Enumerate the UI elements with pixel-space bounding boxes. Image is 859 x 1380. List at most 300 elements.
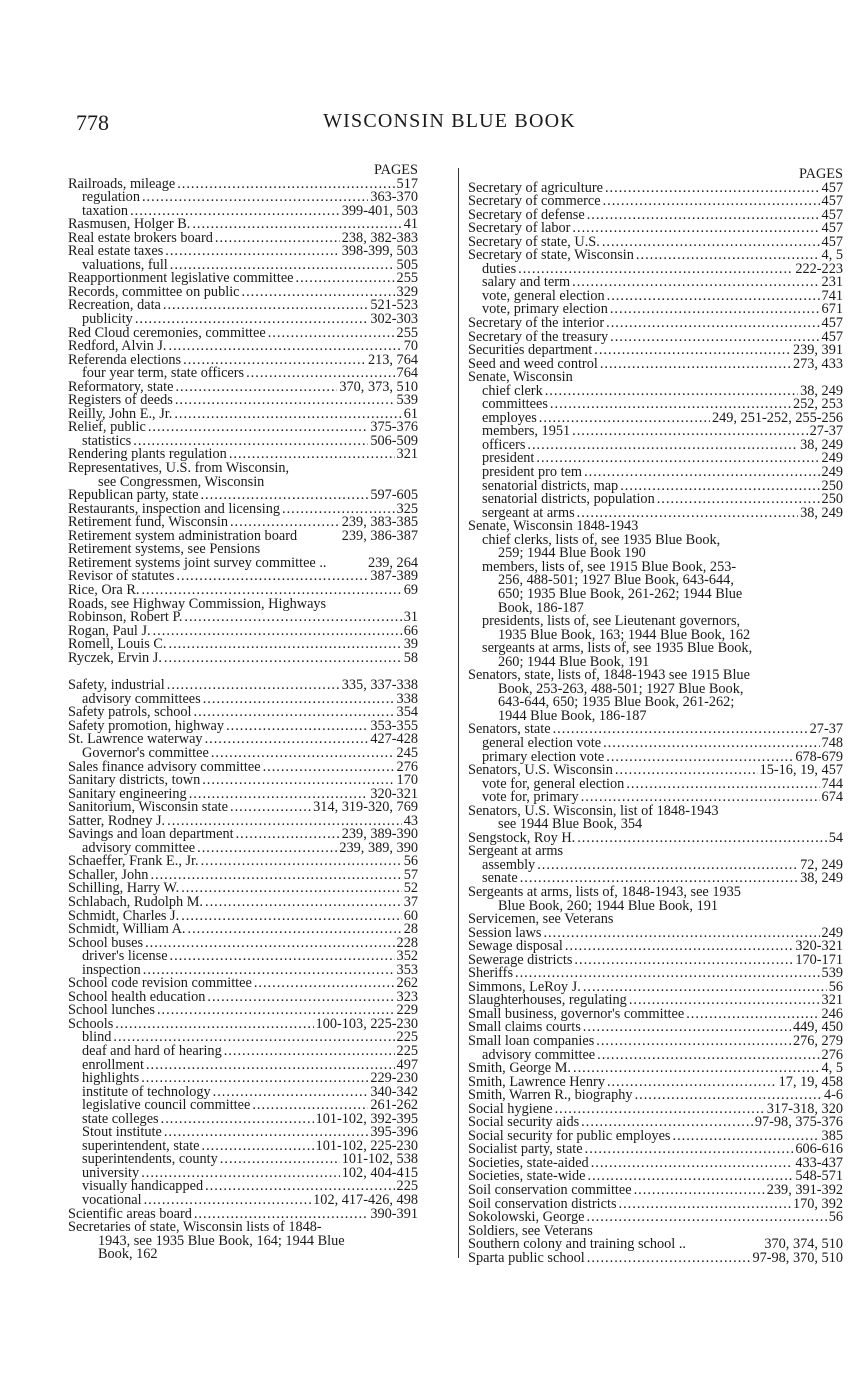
entry-term: 1943, see 1935 Blue Book, 164; 1944 Blue xyxy=(98,1232,345,1249)
dot-leader xyxy=(174,408,401,422)
entry-pages: 276 xyxy=(821,1046,843,1063)
entry-term: Sewage disposal xyxy=(468,938,563,955)
entry-pages: 321 xyxy=(821,992,843,1009)
entry-term: superintendents, county xyxy=(82,1151,218,1168)
entry-term: Red Cloud ceremonies, committee xyxy=(68,324,266,341)
entry-pages: 320-321 xyxy=(370,785,418,802)
entry-term: chief clerk xyxy=(482,382,543,399)
entry-term: university xyxy=(82,1164,140,1181)
entry-pages: 276, 279 xyxy=(792,1033,843,1049)
entry-pages: 38, 249 xyxy=(800,382,843,399)
entry-pages: 41 xyxy=(403,216,418,233)
entry-term: Servicemen, see Veterans xyxy=(468,911,614,928)
dot-leader xyxy=(202,1140,314,1154)
entry-term: School lunches xyxy=(68,1002,155,1019)
entry-term: Secretary of labor xyxy=(468,220,571,237)
entry-pages: 335, 337-338 xyxy=(341,677,418,694)
dot-leader xyxy=(220,1153,340,1167)
page-title: WISCONSIN BLUE BOOK xyxy=(323,110,576,132)
dot-leader xyxy=(188,923,402,937)
entry-pages: 38, 249 xyxy=(800,870,843,887)
dot-leader xyxy=(606,317,819,331)
entry-term: advisory committee xyxy=(82,839,196,856)
entry-term: sergeant at arms xyxy=(482,504,575,521)
entry-term: Representatives, U.S. from Wisconsin, xyxy=(68,460,290,477)
entry-term: Schools xyxy=(68,1015,114,1032)
entry-term: presidents, lists of, see Lieutenant governors, xyxy=(482,613,741,630)
entry-term: advisory committees xyxy=(82,690,201,707)
entry-term: committees xyxy=(482,396,548,413)
entry-term: Sokolowski, George xyxy=(468,1209,585,1226)
entry-term: Revisor of statutes xyxy=(68,568,175,585)
entry-term: Sparta public school xyxy=(468,1249,585,1266)
pages-heading: PAGES xyxy=(374,162,418,178)
entry-term: driver's license xyxy=(82,948,168,965)
entry-pages: 321 xyxy=(396,446,418,463)
entry-pages: 370, 374, 510 xyxy=(764,1236,843,1253)
entry-term: Savings and loan department xyxy=(68,826,234,843)
entry-pages: 101-102, 538 xyxy=(341,1151,418,1168)
dot-leader xyxy=(572,276,819,290)
entry-pages: 101-102, 225-230 xyxy=(315,1137,418,1154)
entry-term: general election vote xyxy=(482,734,602,751)
entry-pages: 497 xyxy=(396,1056,418,1073)
dot-leader xyxy=(207,991,394,1005)
dot-leader xyxy=(169,340,402,354)
dot-leader xyxy=(203,693,395,707)
entry-pages: 229-230 xyxy=(370,1070,418,1087)
entry-pages: 66 xyxy=(403,622,418,639)
entry-pages: 249 xyxy=(821,464,843,481)
dot-leader xyxy=(230,801,311,815)
entry-term: Schaller, John xyxy=(68,866,149,883)
entry-pages: 741 xyxy=(821,287,843,304)
entry-pages: 539 xyxy=(821,965,843,982)
entry-pages: 449, 450 xyxy=(792,1019,843,1036)
entry-term: Robinson, Robert P. xyxy=(68,609,183,626)
entry-pages: 28 xyxy=(403,921,418,938)
entry-pages: 399-401, 503 xyxy=(341,202,418,219)
dot-leader xyxy=(236,828,340,842)
dot-leader xyxy=(572,222,819,236)
entry-term: 1935 Blue Book, 163; 1944 Blue Book, 162 xyxy=(498,626,751,643)
entry-term: Secretaries of state, Wisconsin lists of 1848- xyxy=(68,1219,322,1236)
entry-pages: 457 xyxy=(821,315,843,332)
page-number: 778 xyxy=(76,110,109,135)
entry-term: Senators, state xyxy=(468,721,551,738)
entry-pages: 273, 433 xyxy=(792,355,843,372)
entry-pages: 539 xyxy=(396,392,418,409)
dot-leader xyxy=(161,1113,314,1127)
entry-pages: 457 xyxy=(821,328,843,345)
entry-list xyxy=(68,175,418,1263)
entry-pages: 239, 389, 390 xyxy=(339,839,418,856)
entry-term: Retirement system administration board xyxy=(68,527,298,544)
dot-leader xyxy=(215,232,340,246)
entry-pages: 748 xyxy=(821,734,843,751)
index-entry xyxy=(68,1015,418,1032)
entry-pages: 239, 383-385 xyxy=(341,514,418,531)
index-entry xyxy=(68,649,418,666)
dot-leader xyxy=(197,842,337,856)
dot-leader xyxy=(201,855,402,869)
entry-pages: 375-376 xyxy=(370,419,418,436)
dot-leader xyxy=(587,1211,827,1225)
entry-term: Records, committee on public xyxy=(68,283,240,300)
entry-pages: 15-16, 19, 457 xyxy=(759,762,843,779)
entry-pages: 70 xyxy=(403,338,418,355)
dot-leader xyxy=(565,940,793,954)
dot-leader xyxy=(543,927,819,941)
dot-leader xyxy=(165,245,339,259)
entry-term: vote for, general election xyxy=(482,775,625,792)
entry-term: Reilly, John E., Jr. xyxy=(68,405,173,422)
entry-term: Soil conservation committee xyxy=(468,1182,632,1199)
index-entry xyxy=(468,249,843,263)
entry-pages: 517 xyxy=(396,175,418,192)
entry-term: Book, 186-187 xyxy=(498,599,584,616)
entry-term: Sales finance advisory committee xyxy=(68,758,261,775)
entry-term: Registers of deeds xyxy=(68,392,173,409)
entry-term: Secretary of the treasury xyxy=(468,328,609,345)
entry-term: four year term, state officers xyxy=(82,365,245,382)
entry-term: Retirement systems, see Pensions xyxy=(68,541,261,558)
entry-pages: 521-523 xyxy=(370,297,418,314)
dot-leader xyxy=(148,421,369,435)
entry-pages: 387-389 xyxy=(370,568,418,585)
entry-term: Senators, state, lists of, 1848-1943 see 1915 Blue xyxy=(468,667,750,684)
entry-term: inspection xyxy=(82,961,141,978)
entry-term: senatorial districts, population xyxy=(482,491,655,508)
entry-pages: 97-98, 375-376 xyxy=(754,1114,843,1131)
entry-pages: 314, 319-320, 769 xyxy=(313,799,418,816)
entry-pages: 353-355 xyxy=(370,717,418,734)
entry-pages: 54 xyxy=(828,829,843,846)
entry-term: Sanitorium, Wisconsin state xyxy=(68,799,228,816)
entry-pages: 38, 249 xyxy=(800,436,843,453)
entry-term: Sengstock, Roy H. xyxy=(468,829,576,846)
entry-pages: 398-399, 503 xyxy=(341,243,418,260)
dot-leader xyxy=(184,611,401,625)
entry-pages: 338 xyxy=(396,690,418,707)
entry-pages: 4, 5 xyxy=(821,1060,843,1077)
entry-pages: 457 xyxy=(821,206,843,223)
entry-pages: 225 xyxy=(396,1178,418,1195)
entry-term: Safety promotion, highway xyxy=(68,717,225,734)
entry-pages: 457 xyxy=(821,233,843,250)
entry-pages: 249 xyxy=(821,924,843,941)
entry-term: Smith, George M. xyxy=(468,1060,571,1077)
entry-term: Retirement fund, Wisconsin xyxy=(68,514,228,531)
entry-pages: 671 xyxy=(821,301,843,318)
entry-term: duties xyxy=(482,260,517,277)
entry-pages: 262 xyxy=(396,975,418,992)
entry-term: assembly xyxy=(482,856,536,873)
entry-term: 1944 Blue Book, 186-187 xyxy=(498,707,647,724)
index-column-left xyxy=(68,164,418,1262)
entry-term: Senators, U.S. Wisconsin xyxy=(468,762,613,779)
entry-term: Governor's committee xyxy=(82,744,209,761)
entry-term: Schaeffer, Frank E., Jr. xyxy=(68,853,199,870)
entry-term: Blue Book, 260; 1944 Blue Book, 191 xyxy=(498,897,719,914)
entry-term: valuations, full xyxy=(82,256,168,273)
entry-term: Secretary of state, Wisconsin xyxy=(468,247,634,264)
entry-pages: 261-262 xyxy=(370,1097,418,1114)
entry-term: Secretary of defense xyxy=(468,206,585,223)
entry-term: blind xyxy=(82,1029,112,1046)
dot-leader xyxy=(615,764,758,778)
entry-term: Schmidt, Charles J. xyxy=(68,907,180,924)
entry-term: statistics xyxy=(82,432,132,449)
entry-pages: 323 xyxy=(396,988,418,1005)
entry-pages: 352 xyxy=(396,948,418,965)
entry-pages: 225 xyxy=(396,1043,418,1059)
entry-pages: 27-37 xyxy=(809,721,843,738)
entry-pages: 317-318, 320 xyxy=(766,1100,843,1117)
entry-pages: 231 xyxy=(821,274,843,291)
entry-term: Slaughterhouses, regulating xyxy=(468,992,627,1009)
entry-pages: 57 xyxy=(403,866,418,883)
entry-pages: 239, 391 xyxy=(792,342,843,359)
entry-pages: 370, 373, 510 xyxy=(339,378,418,395)
entry-term: Smith, Lawrence Henry xyxy=(468,1073,605,1090)
entry-term: Social security aids xyxy=(468,1114,580,1131)
entry-term: Smith, Warren R., biography xyxy=(468,1087,633,1104)
dot-leader xyxy=(170,950,395,964)
entry-pages: 674 xyxy=(821,789,843,806)
dot-leader xyxy=(600,358,791,372)
entry-term: Social security for public employes xyxy=(468,1127,671,1144)
entry-list xyxy=(468,179,843,1266)
entry-term: senatorial districts, map xyxy=(482,477,619,494)
entry-term: vote, general election xyxy=(482,287,605,304)
entry-pages: 246 xyxy=(821,1005,843,1022)
entry-term: vote, primary election xyxy=(482,301,608,318)
entry-pages: 245 xyxy=(396,744,418,761)
entry-term: 260; 1944 Blue Book, 191 xyxy=(498,653,650,670)
dot-leader xyxy=(597,1049,819,1063)
entry-pages: 38, 249 xyxy=(800,504,843,521)
entry-term: Schmidt, William A. xyxy=(68,921,186,938)
entry-pages: 56 xyxy=(828,1209,843,1226)
entry-term: employes xyxy=(482,409,537,426)
dot-leader xyxy=(296,272,395,286)
entry-term: 259; 1944 Blue Book 190 xyxy=(498,545,646,562)
entry-pages: 170, 392 xyxy=(792,1195,843,1212)
dot-leader xyxy=(636,249,820,263)
entry-pages: 69 xyxy=(403,581,418,598)
entry-pages: 56 xyxy=(403,853,418,870)
entry-term: Senate, Wisconsin 1848-1943 xyxy=(468,518,639,535)
dot-leader xyxy=(602,236,820,250)
entry-pages: 229 xyxy=(396,1002,418,1019)
entry-term: Small claims courts xyxy=(468,1019,581,1036)
entry-term: state colleges xyxy=(82,1110,159,1127)
dot-leader xyxy=(537,859,798,873)
entry-term: Railroads, mileage xyxy=(68,175,176,192)
entry-term: deaf and hard of hearing xyxy=(82,1043,222,1059)
entry-term: vote for, primary xyxy=(482,789,579,806)
dot-leader xyxy=(145,937,394,951)
entry-term: Republican party, state xyxy=(68,487,199,504)
dot-leader xyxy=(205,896,402,910)
entry-term: legislative council committee xyxy=(82,1097,251,1114)
entry-term: Small loan companies xyxy=(468,1033,595,1049)
entry-term: Societies, state-aided xyxy=(468,1154,589,1171)
entry-term: Session laws xyxy=(468,924,542,941)
entry-term: Safety, industrial xyxy=(68,677,165,694)
entry-pages: 606-616 xyxy=(795,1141,843,1158)
entry-term: Southern colony and training school .. xyxy=(468,1236,686,1253)
entry-term: Secretary of state, U.S. xyxy=(468,233,600,250)
entry-term: Sergeants at arms, lists of, 1848-1943, see 1935 xyxy=(468,883,741,900)
entry-pages: 228 xyxy=(396,934,418,951)
dot-leader xyxy=(657,493,820,507)
entry-term: 650; 1935 Blue Book, 261-262; 1944 Blue xyxy=(498,585,743,602)
dot-leader xyxy=(175,381,337,395)
entry-pages: 363-370 xyxy=(370,189,418,206)
dot-leader xyxy=(574,954,793,968)
entry-term: see Congressmen, Wisconsin xyxy=(98,473,265,490)
entry-term: taxation xyxy=(82,202,129,219)
entry-pages: 72, 249 xyxy=(800,856,843,873)
entry-pages: 60 xyxy=(403,907,418,924)
entry-term: Sheriffs xyxy=(468,965,514,982)
entry-pages: 764 xyxy=(396,365,418,382)
entry-term: School buses xyxy=(68,934,144,951)
entry-term: Soldiers, see Veterans xyxy=(468,1222,593,1239)
entry-term: Secretary of the interior xyxy=(468,315,605,332)
dot-leader xyxy=(591,1157,794,1171)
entry-term: enrollment xyxy=(82,1056,144,1073)
entry-term: Sergeant at arms xyxy=(468,843,564,860)
entry-pages: 56 xyxy=(828,978,843,995)
entry-term: Ryczek, Ervin J. xyxy=(68,649,162,666)
entry-term: sergeants at arms, lists of, see 1935 Blue Book, xyxy=(482,640,753,657)
entry-term: Rice, Ora R. xyxy=(68,581,140,598)
entry-pages: 302-303 xyxy=(370,311,418,328)
entry-pages: 329 xyxy=(396,283,418,300)
entry-pages: 37 xyxy=(403,893,418,910)
entry-term: institute of technology xyxy=(82,1083,211,1100)
entry-term: Real estate brokers board xyxy=(68,229,213,246)
dot-leader xyxy=(619,1198,791,1212)
entry-term: Senators, U.S. Wisconsin, list of 1848-1943 xyxy=(468,802,719,819)
dot-leader xyxy=(146,1059,395,1073)
dot-leader xyxy=(603,737,819,751)
dot-leader xyxy=(527,439,798,453)
entry-term: Roads, see Highway Commission, Highways xyxy=(68,595,327,612)
entry-pages: 170-171 xyxy=(795,951,843,968)
dot-leader xyxy=(587,209,820,223)
entry-pages: 457 xyxy=(821,220,843,237)
dot-leader xyxy=(577,832,826,846)
entry-pages: 58 xyxy=(403,649,418,666)
dot-leader xyxy=(263,761,395,775)
entry-term: Real estate taxes xyxy=(68,243,164,260)
dot-leader xyxy=(175,394,395,408)
dot-leader xyxy=(610,331,819,345)
entry-term: Social hygiene xyxy=(468,1100,553,1117)
entry-term: president xyxy=(482,450,535,467)
entry-pages: 427-428 xyxy=(370,731,418,748)
dot-leader xyxy=(634,1184,765,1198)
dot-leader xyxy=(115,1018,313,1032)
entry-term: 256, 488-501; 1927 Blue Book, 643-644, xyxy=(498,572,734,589)
index-entry xyxy=(468,951,843,968)
entry-term: Restaurants, inspection and licensing xyxy=(68,500,281,517)
entry-term: senate xyxy=(482,870,518,887)
index-entry xyxy=(468,1249,843,1266)
entry-term: members, 1951 xyxy=(482,423,571,440)
entry-pages: 255 xyxy=(396,324,418,341)
dot-leader xyxy=(555,1103,765,1117)
entry-term: School code revision committee xyxy=(68,975,252,992)
pages-heading: PAGES xyxy=(799,166,843,182)
entry-pages: 340-342 xyxy=(370,1083,418,1100)
entry-pages: 390-391 xyxy=(370,1205,418,1222)
dot-leader xyxy=(587,1252,751,1266)
column-divider xyxy=(458,168,459,1258)
entry-pages: 249, 251-252, 255-256 xyxy=(711,409,843,426)
entry-pages: 102, 404-415 xyxy=(341,1164,418,1181)
entry-term: Small business, governor's committee xyxy=(468,1005,685,1022)
entry-pages: 250 xyxy=(821,491,843,508)
entry-term: Book, 162 xyxy=(98,1246,158,1263)
index-entry xyxy=(68,1248,418,1262)
entry-term: officers xyxy=(482,436,526,453)
entry-pages: 239, 386-387 xyxy=(341,527,418,544)
entry-term: regulation xyxy=(82,189,140,206)
entry-pages: 252, 253 xyxy=(792,396,843,413)
entry-term: Scientific areas board xyxy=(68,1205,192,1222)
entry-term: Soil conservation districts xyxy=(468,1195,617,1212)
entry-term: Rasmusen, Holger B. xyxy=(68,216,191,233)
entry-pages: 4-6 xyxy=(823,1087,843,1104)
entry-pages: 548-571 xyxy=(795,1168,843,1185)
entry-pages: 170 xyxy=(396,772,418,789)
entry-term: Socialist party, state xyxy=(468,1141,583,1158)
entry-pages: 101-102, 392-395 xyxy=(315,1110,418,1127)
entry-pages: 250 xyxy=(821,477,843,494)
entry-pages: 222-223 xyxy=(795,260,843,277)
entry-term: primary election vote xyxy=(482,748,605,765)
dot-leader xyxy=(163,299,368,313)
dot-leader xyxy=(142,191,368,205)
dot-leader xyxy=(596,1035,791,1049)
dot-leader xyxy=(226,720,368,734)
entry-term: publicity xyxy=(82,311,133,328)
entry-pages: 239, 391-392 xyxy=(766,1182,843,1199)
entry-term: salary and term xyxy=(482,274,571,291)
entry-pages: 325 xyxy=(396,500,418,517)
dot-leader xyxy=(164,652,402,666)
entry-term: Secretary of agriculture xyxy=(468,179,603,196)
entry-term: Safety patrols, school xyxy=(68,704,192,721)
dot-leader xyxy=(176,570,368,584)
entry-pages: 102, 417-426, 498 xyxy=(313,1192,418,1209)
entry-term: Rogan, Paul J. xyxy=(68,622,151,639)
dot-leader xyxy=(177,178,394,192)
entry-term: Simmons, LeRoy J. xyxy=(468,978,581,995)
entry-term: visually handicapped xyxy=(82,1178,204,1195)
entry-pages: 506-509 xyxy=(370,432,418,449)
entry-term: Reapportionment legislative committee xyxy=(68,270,294,287)
dot-leader xyxy=(605,182,820,196)
entry-term: St. Lawrence waterway xyxy=(68,731,203,748)
dot-leader xyxy=(150,869,401,883)
entry-term: president pro tem xyxy=(482,464,583,481)
